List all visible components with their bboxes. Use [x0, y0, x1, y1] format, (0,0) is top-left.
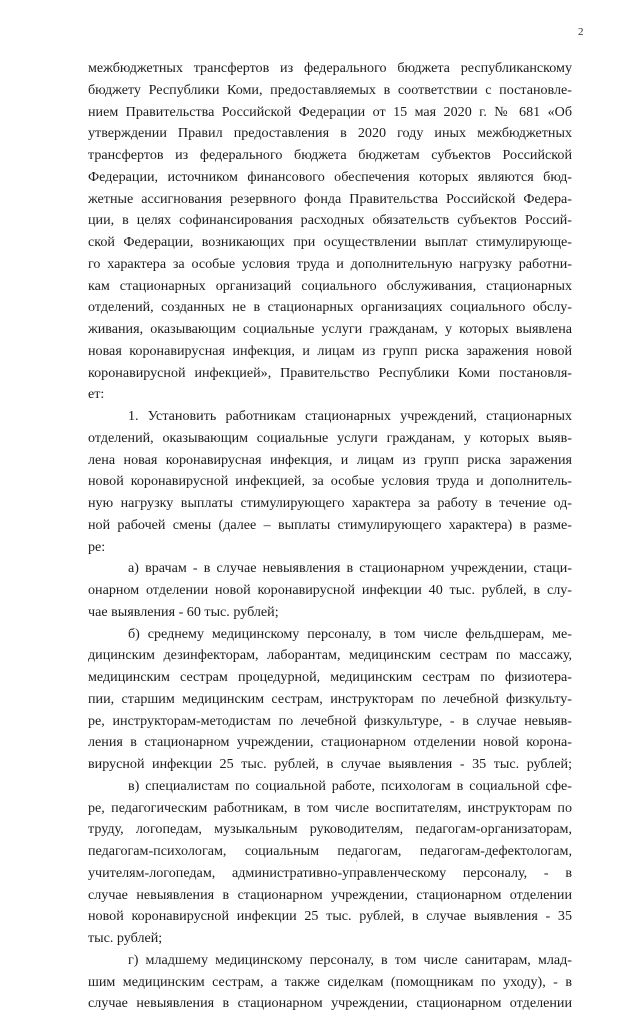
scan-speck — [356, 860, 357, 862]
paragraph-start-line: а) врачам - в случае невыявления в стационарном учреждении, стаци- — [128, 560, 572, 577]
text-line: жетные ассигнования резервного фонда Правительства Российской Федера- — [88, 190, 572, 207]
text-line: Федерации, источником финансового обеспечения которых являются бюд- — [88, 168, 572, 185]
text-line: вирусной инфекции 25 тыс. рублей, в случае выявления - 35 тыс. рублей; — [88, 756, 572, 772]
text-line: чае выявления - 60 тыс. рублей; — [88, 603, 279, 620]
text-line: ления в стационарном учреждении, стационарном отделении новой корона- — [88, 734, 572, 751]
text-line: медицинским сестрам процедурной, медицинским сестрам по физиотера- — [88, 669, 572, 685]
paragraph-start-line: г) младшему медицинскому персоналу, в том числе санитарам, млад- — [128, 951, 572, 968]
text-line: учителям-логопедам, административно-управленческому персоналу, - в — [88, 864, 572, 881]
text-line: ет: — [88, 386, 105, 403]
text-line: случае невыявления в стационарном учреждении, стационарном отделении — [88, 886, 572, 903]
text-line: ре, педагогическим работникам, в том числе воспитателям, инструкторам по — [88, 799, 572, 816]
text-line: труду, логопедам, музыкальным руководителям, педагогам-организаторам, — [88, 821, 572, 838]
document-body — [88, 58, 572, 1015]
text-line: коронавирусной инфекцией», Правительство Республики Коми постановля- — [88, 364, 572, 381]
text-line: трансфертов из федерального бюджета бюджетам субъектов Российской — [88, 147, 572, 163]
text-line: тыс. рублей; — [88, 930, 163, 946]
text-line: ре, инструкторам-методистам по лечебной физкультуре, - в случае невыяв- — [88, 712, 572, 729]
text-line: нием Правительства Российской Федерации от 15 мая 2020 г. № 681 «Об — [88, 103, 572, 120]
text-line: ции, в целях софинансирования расходных обязательств субъектов Россий- — [88, 212, 572, 229]
text-line: бюджету Республики Коми, предоставляемых в соответствии с постановле- — [88, 81, 572, 98]
text-line: отделений, оказывающим социальные услуги гражданам, у которых выяв- — [88, 429, 572, 446]
text-line: утверждении Правил предоставления в 2020 году иных межбюджетных — [88, 125, 572, 142]
text-line: педагогам-психологам, социальным педагогам, педагогам-дефектологам, — [88, 843, 572, 859]
paragraph-start-line: б) среднему медицинскому персоналу, в том числе фельдшерам, ме- — [128, 625, 572, 642]
page-number: 2 — [578, 26, 584, 38]
text-line: новая коронавирусная инфекция, и лицам из групп риска заражения новой — [88, 342, 572, 359]
text-line: ную нагрузку выплаты стимулирующего характера за работу в течение од- — [88, 495, 572, 511]
text-line: отделений, созданных не в стационарных организациях социального обслу- — [88, 299, 572, 316]
text-line: онарном отделении новой коронавирусной инфекции 40 тыс. рублей, в слу- — [88, 582, 572, 598]
text-line: ной рабочей смены (далее – выплаты стимулирующего характера) в разме- — [88, 516, 572, 533]
text-line: случае невыявления в стационарном учреждении, стационарном отделении — [88, 995, 572, 1012]
text-line: лена новая коронавирусная инфекция, и лицам из групп риска заражения — [88, 451, 572, 468]
text-line: живания, оказывающим социальные услуги гражданам, у которых выявлена — [88, 321, 572, 337]
text-line: дицинским дезинфекторам, лаборантам, медицинским сестрам по массажу, — [88, 647, 572, 664]
text-line: ре: — [88, 538, 106, 555]
text-line: межбюджетных трансфертов из федерального бюджета республиканскому — [88, 60, 572, 76]
text-line: новой коронавирусной инфекции 25 тыс. рублей, в случае выявления - 35 — [88, 908, 572, 925]
text-line: ской Федерации, возникающих при осуществлении выплат стимулирующе- — [88, 234, 572, 250]
paragraph-start-line: 1. Установить работникам стационарных учреждений, стационарных — [128, 408, 572, 424]
text-line: новой коронавирусной инфекцией, за особые условия труда и дополнитель- — [88, 473, 572, 490]
text-line: кам стационарных организаций социального обслуживания, стационарных — [88, 277, 572, 294]
text-line: пии, старшим медицинским сестрам, инструкторам по лечебной физкульту- — [88, 690, 572, 707]
paragraph-start-line: в) специалистам по социальной работе, психологам в социальной сфе- — [128, 777, 572, 794]
text-line: шим медицинским сестрам, а также сиделкам (помощникам по уходу), - в — [88, 973, 572, 990]
text-line: го характера за особые условия труда и дополнительную нагрузку работни- — [88, 255, 572, 272]
